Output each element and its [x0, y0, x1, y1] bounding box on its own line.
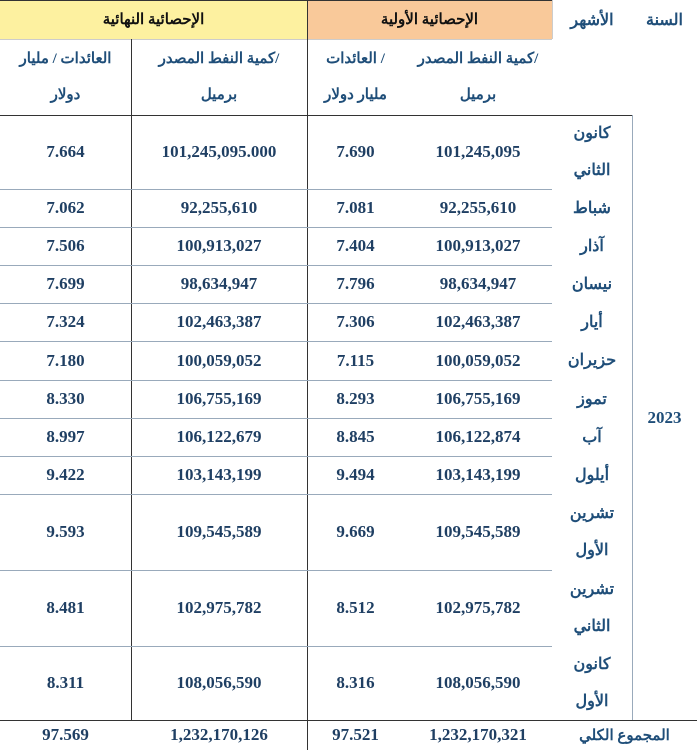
cell-final-revenue: 8.311 — [46, 673, 85, 692]
year-cell: 2023 — [647, 407, 682, 427]
row-divider — [0, 303, 552, 304]
total-prelim-revenue: 97.521 — [332, 725, 379, 744]
cell-final-revenue: 9.422 — [46, 465, 85, 484]
month-cell — [552, 227, 632, 265]
month-cell — [552, 341, 632, 380]
cell-final-quantity: 102,463,387 — [176, 312, 262, 331]
cell-final-quantity: 103,143,199 — [176, 465, 262, 484]
month-line1: نيسان — [571, 275, 613, 293]
row-divider — [0, 380, 552, 381]
final-quantity-subheader-line2: برميل — [200, 87, 238, 103]
month-line1: شباط — [573, 199, 611, 217]
cell-final-quantity: 101,245,095.000 — [161, 142, 277, 161]
prelim-revenue-subheader-line1: العائدات / — [326, 51, 385, 67]
month-cell — [552, 494, 632, 570]
cell-final-revenue: 8.481 — [46, 598, 85, 617]
row-divider — [0, 646, 552, 647]
cell-final-quantity: 100,059,052 — [176, 350, 262, 370]
month-line1: آذار — [580, 237, 604, 255]
cell-prelim-revenue: 8.293 — [336, 389, 375, 408]
month-cell — [552, 570, 632, 646]
cell-final-quantity: 108,056,590 — [176, 673, 262, 692]
month-cell — [552, 456, 632, 494]
grid-line — [0, 720, 697, 721]
cell-final-quantity: 109,545,589 — [176, 522, 262, 541]
cell-prelim-quantity: 103,143,199 — [435, 465, 521, 484]
cell-prelim-quantity: 102,463,387 — [435, 312, 521, 331]
prelim-revenue-subheader-line2: مليار دولار — [324, 87, 387, 103]
cell-final-revenue: 7.180 — [46, 350, 85, 370]
row-divider — [0, 456, 552, 457]
grid-line — [307, 0, 308, 750]
total-label: المجموع الكلي — [579, 727, 670, 744]
total-final-revenue: 97.569 — [42, 725, 89, 744]
cell-prelim-revenue: 9.669 — [336, 522, 375, 541]
cell-prelim-quantity: 92,255,610 — [439, 198, 517, 217]
row-divider — [0, 494, 552, 495]
cell-prelim-quantity: 106,122,874 — [435, 427, 521, 446]
cell-prelim-quantity: 98,634,947 — [439, 274, 517, 293]
final-quantity-subheader-line1: كمية النفط المصدر/ — [158, 51, 280, 67]
cell-final-quantity: 92,255,610 — [180, 198, 258, 217]
month-line1: كانون — [573, 656, 611, 673]
prelim-revenue-subheader — [307, 39, 404, 115]
total-final-quantity: 1,232,170,126 — [170, 725, 268, 744]
row-divider — [0, 418, 552, 419]
cell-prelim-quantity: 101,245,095 — [435, 142, 521, 161]
month-line1: آب — [582, 428, 602, 446]
grid-line — [0, 39, 552, 40]
month-line1: تشرين — [569, 505, 615, 522]
cell-final-quantity: 106,122,679 — [176, 427, 262, 446]
grid-line — [552, 0, 553, 39]
cell-final-revenue: 9.593 — [46, 522, 85, 541]
month-line2: الثاني — [573, 162, 611, 179]
cell-prelim-revenue: 9.494 — [336, 465, 375, 484]
cell-final-quantity: 106,755,169 — [176, 389, 262, 408]
month-cell — [552, 303, 632, 341]
cell-prelim-revenue: 8.845 — [336, 427, 375, 446]
cell-final-quantity: 102,975,782 — [176, 598, 262, 617]
row-divider — [0, 265, 552, 266]
month-line1: أيلول — [574, 466, 610, 484]
cell-final-revenue: 7.506 — [46, 236, 85, 255]
cell-prelim-quantity: 109,545,589 — [435, 522, 521, 541]
month-line2: الثاني — [573, 618, 611, 635]
cell-prelim-revenue: 7.690 — [336, 142, 375, 161]
cell-final-revenue: 8.330 — [46, 389, 85, 408]
cell-final-revenue: 8.997 — [46, 427, 85, 446]
cell-prelim-revenue: 8.512 — [336, 598, 375, 617]
grid-line — [632, 115, 633, 720]
row-divider — [0, 115, 632, 116]
cell-prelim-quantity: 100,913,027 — [435, 236, 521, 255]
row-divider — [0, 227, 552, 228]
final-revenue-subheader-line1: العائدات / مليار — [19, 51, 112, 67]
cell-prelim-revenue: 7.796 — [336, 274, 375, 293]
final-quantity-subheader — [131, 39, 307, 115]
row-divider — [0, 341, 552, 342]
month-line2: الأول — [575, 542, 609, 559]
cell-prelim-revenue: 7.115 — [336, 350, 375, 370]
cell-final-quantity: 100,913,027 — [176, 236, 262, 255]
cell-prelim-revenue: 7.306 — [336, 312, 375, 331]
month-line1: حزيران — [567, 352, 617, 369]
month-cell — [552, 418, 632, 456]
cell-final-revenue: 7.664 — [46, 142, 85, 161]
grid-line — [0, 0, 552, 1]
cell-prelim-quantity: 106,755,169 — [435, 389, 521, 408]
row-divider — [0, 570, 552, 571]
preliminary-statistics-header: الإحصائية الأولية — [307, 0, 552, 39]
cell-prelim-revenue: 7.081 — [336, 198, 375, 217]
cell-prelim-revenue: 7.404 — [336, 236, 375, 255]
cell-prelim-quantity: 100,059,052 — [435, 350, 521, 370]
month-cell — [552, 646, 632, 720]
prelim-quantity-subheader-line2: برميل — [459, 87, 497, 103]
year-header: السنة — [646, 11, 683, 29]
month-line2: الأول — [575, 693, 609, 710]
month-line1: تموز — [577, 390, 607, 408]
final-revenue-subheader-line2: دولار — [50, 87, 81, 103]
cell-final-quantity: 98,634,947 — [180, 274, 258, 293]
total-prelim-quantity: 1,232,170,321 — [429, 725, 527, 744]
cell-prelim-revenue: 8.316 — [336, 673, 375, 692]
month-line1: تشرين — [569, 581, 615, 598]
row-divider — [0, 189, 552, 190]
cell-final-revenue: 7.324 — [46, 312, 85, 331]
final-revenue-subheader — [0, 39, 131, 115]
cell-prelim-quantity: 108,056,590 — [435, 673, 521, 692]
cell-final-revenue: 7.062 — [46, 198, 85, 217]
month-cell — [552, 380, 632, 418]
month-cell — [552, 115, 632, 189]
months-header: الأشهر — [570, 11, 614, 29]
month-line1: كانون — [573, 125, 611, 142]
month-line1: أيار — [581, 313, 603, 331]
prelim-quantity-subheader — [404, 39, 552, 115]
final-statistics-header: الإحصائية النهائية — [0, 0, 307, 39]
cell-final-revenue: 7.699 — [46, 274, 85, 293]
month-cell — [552, 189, 632, 227]
prelim-quantity-subheader-line1: كمية النفط المصدر/ — [417, 51, 539, 67]
month-cell — [552, 265, 632, 303]
cell-prelim-quantity: 102,975,782 — [435, 598, 521, 617]
